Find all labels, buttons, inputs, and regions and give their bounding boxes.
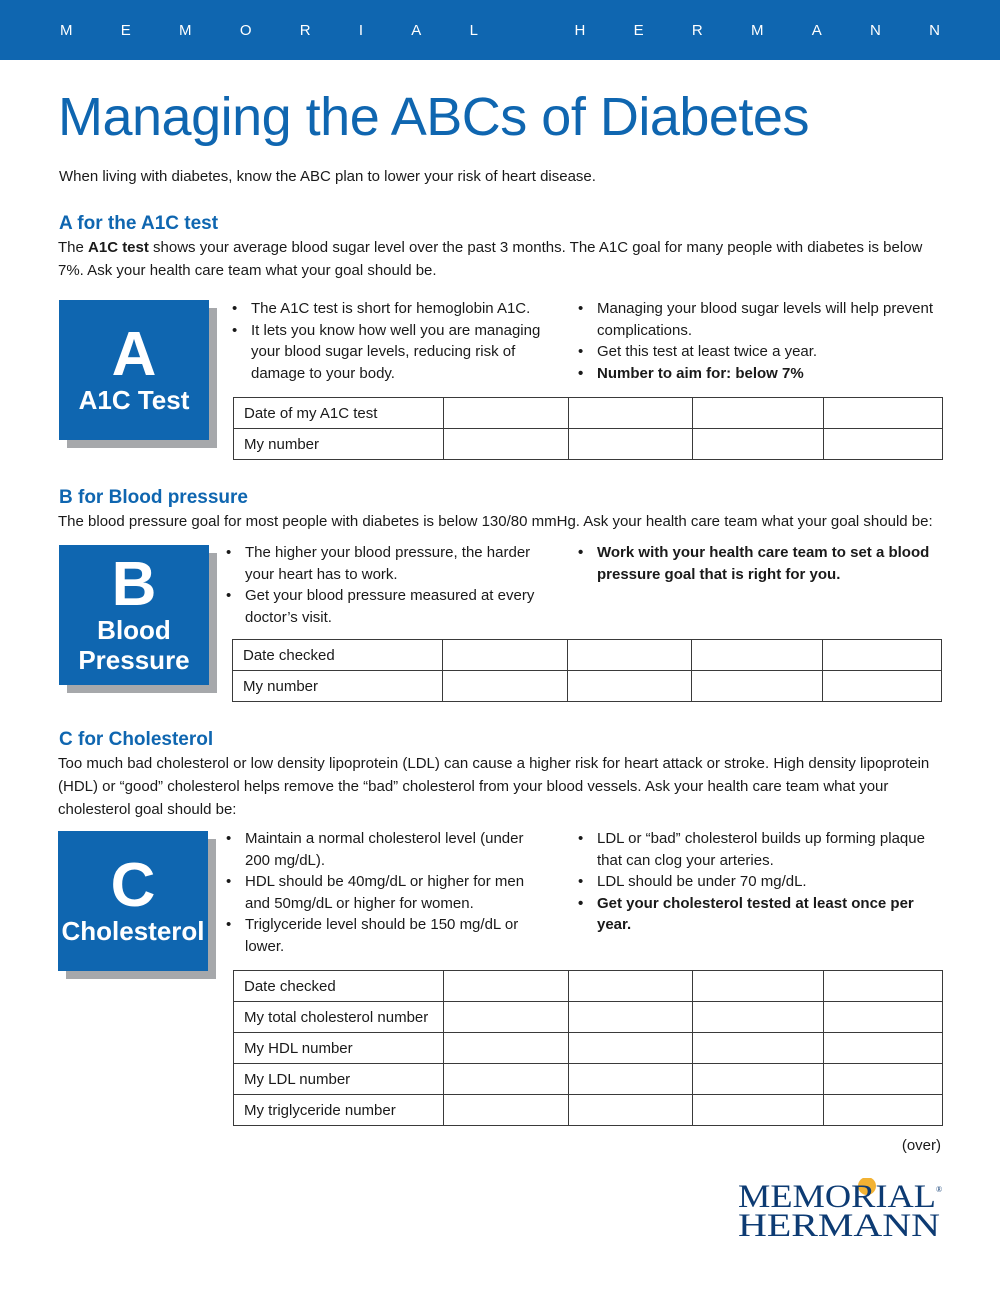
header-letter: E: [633, 22, 644, 39]
section-a-heading: A for the A1C test: [59, 213, 219, 234]
memorial-hermann-logo: [738, 1178, 942, 1238]
row-label: My LDL number: [234, 1064, 444, 1095]
badge-label: Cholesterol: [61, 916, 205, 946]
section-b-left-bullets: [226, 542, 556, 628]
bullet-item: • LDL should be under 70 mg/dL.: [578, 871, 948, 893]
header-letter: R: [691, 22, 703, 39]
logo-line-2: HERMANN: [738, 1208, 941, 1238]
table-row: [234, 429, 943, 460]
section-c-left-bullets: [226, 828, 531, 957]
badge-label: A1C Test: [78, 385, 190, 415]
header-letter: R: [299, 22, 311, 39]
row-label: My number: [234, 429, 444, 460]
entry-cell[interactable]: [444, 429, 569, 460]
row-label: My triglyceride number: [234, 1095, 444, 1126]
bullet-item: • LDL or “bad” cholesterol builds up forming plaque that can clog your arteries.: [578, 828, 948, 871]
bullet-item: • Managing your blood sugar levels will help prevent complications.: [578, 298, 938, 341]
entry-cell[interactable]: [824, 971, 943, 1002]
blood-pressure-log-table: [232, 639, 942, 702]
entry-cell[interactable]: [443, 640, 568, 671]
entry-cell[interactable]: [824, 1002, 943, 1033]
entry-cell[interactable]: [693, 1064, 824, 1095]
table-row: [234, 398, 943, 429]
bullet-item: • HDL should be 40mg/dL or higher for men and 50mg/dL or higher for women.: [226, 871, 531, 914]
entry-cell[interactable]: [824, 429, 943, 460]
section-c-right-bullets: [578, 828, 948, 936]
entry-cell[interactable]: [823, 671, 942, 702]
entry-cell[interactable]: [692, 671, 823, 702]
logo-line-1: MEMORIAL: [738, 1179, 936, 1215]
table-row: [234, 1033, 943, 1064]
header-banner: [0, 0, 1000, 60]
header-letter: M: [750, 22, 764, 39]
a1c-log-table: [233, 397, 943, 460]
section-c-heading: C for Cholesterol: [59, 729, 214, 750]
row-label: My total cholesterol number: [234, 1002, 444, 1033]
header-letter: H: [574, 22, 586, 39]
header-letter: E: [120, 22, 131, 39]
entry-cell[interactable]: [444, 971, 569, 1002]
entry-cell[interactable]: [824, 398, 943, 429]
section-a-left-bullets: [232, 298, 542, 384]
cholesterol-badge: [58, 831, 208, 971]
bullet-item: • Maintain a normal cholesterol level (under 200 mg/dL).: [226, 828, 531, 871]
entry-cell[interactable]: [444, 1002, 569, 1033]
row-label: My HDL number: [234, 1033, 444, 1064]
section-c-description: Too much bad cholesterol or low density lipoprotein (LDL) can cause a higher risk for heart attack or stroke. High density lipoprotein (HDL) or “good” cholesterol helps remove the “bad” cholesterol from your blood vessels. Ask your health care team what your cholesterol goal should be:: [58, 755, 930, 818]
entry-cell[interactable]: [444, 1033, 569, 1064]
table-row: [234, 1002, 943, 1033]
section-a-description: [58, 236, 948, 282]
entry-cell[interactable]: [569, 1064, 693, 1095]
table-row: [234, 1064, 943, 1095]
badge-letter: B: [111, 550, 157, 619]
badge-label: Pressure: [78, 645, 190, 675]
entry-cell[interactable]: [443, 671, 568, 702]
header-letter: N: [929, 22, 940, 39]
row-label: Date checked: [234, 971, 444, 1002]
intro-text: When living with diabetes, know the ABC plan to lower your risk of heart disease.: [59, 168, 596, 185]
row-label: Date checked: [233, 640, 443, 671]
bullet-item: • The A1C test is short for hemoglobin A1C.: [232, 298, 542, 320]
entry-cell[interactable]: [444, 398, 569, 429]
section-b-description: The blood pressure goal for most people with diabetes is below 130/80 mmHg. Ask your health care team what your goal should be:: [58, 513, 933, 530]
header-letter: I: [358, 22, 364, 39]
entry-cell[interactable]: [568, 640, 692, 671]
section-a-right-bullets: [578, 298, 938, 384]
entry-cell[interactable]: [693, 398, 824, 429]
bullet-item: • Get this test at least twice a year.: [578, 341, 938, 363]
entry-cell[interactable]: [444, 1095, 569, 1126]
cholesterol-log-table: [233, 970, 943, 1126]
entry-cell[interactable]: [569, 1033, 693, 1064]
bullet-item: • Get your blood pressure measured at every doctor’s visit.: [226, 585, 556, 628]
header-letter: M: [60, 22, 73, 39]
blood-pressure-badge: [59, 545, 209, 685]
entry-cell[interactable]: [569, 1095, 693, 1126]
entry-cell[interactable]: [824, 1033, 943, 1064]
table-row: [234, 971, 943, 1002]
badge-letter: C: [110, 851, 156, 920]
section-a-desc-text: shows your average blood sugar level over the past 3 months. The A1C goal for many people with diabetes is below 7%. Ask your health care team what your goal should be.: [58, 239, 923, 279]
entry-cell[interactable]: [569, 1002, 693, 1033]
section-a-desc-text: The: [58, 239, 89, 256]
header-letter: A: [811, 22, 822, 39]
entry-cell[interactable]: [569, 429, 693, 460]
header-letter: M: [179, 22, 192, 39]
entry-cell[interactable]: [824, 1064, 943, 1095]
table-row: [233, 640, 942, 671]
row-label: My number: [233, 671, 443, 702]
entry-cell[interactable]: [693, 1033, 824, 1064]
entry-cell[interactable]: [693, 1002, 824, 1033]
over-note: (over): [901, 1137, 941, 1154]
bullet-item: • The higher your blood pressure, the harder your heart has to work.: [226, 542, 556, 585]
entry-cell[interactable]: [444, 1064, 569, 1095]
section-b-heading: B for Blood pressure: [59, 487, 248, 508]
entry-cell[interactable]: [693, 429, 824, 460]
bullet-item: • It lets you know how well you are managing your blood sugar levels, reducing risk of damage to your body.: [232, 320, 542, 385]
logo-registered-mark: ®: [936, 1185, 942, 1194]
table-row: [233, 671, 942, 702]
bullet-item-goal: • Number to aim for: below 7%: [578, 363, 938, 385]
badge-label: Blood: [97, 615, 171, 645]
section-b-right-bullets: [578, 542, 938, 585]
header-letter: N: [870, 22, 881, 39]
entry-cell[interactable]: [569, 398, 693, 429]
page-title: Managing the ABCs of Diabetes: [58, 87, 809, 147]
header-letter: A: [411, 22, 422, 39]
entry-cell[interactable]: [693, 1095, 824, 1126]
bullet-item-goal: • Work with your health care team to set a blood pressure goal that is right for you.: [578, 542, 938, 585]
entry-cell[interactable]: [823, 640, 942, 671]
entry-cell[interactable]: [692, 640, 823, 671]
header-wordmark: [60, 22, 940, 39]
entry-cell[interactable]: [568, 671, 692, 702]
entry-cell[interactable]: [569, 971, 693, 1002]
header-letter: L: [469, 22, 478, 39]
bullet-item-goal: • Get your cholesterol tested at least once per year.: [578, 893, 948, 936]
table-row: [234, 1095, 943, 1126]
a1c-test-badge: [59, 300, 209, 440]
entry-cell[interactable]: [693, 971, 824, 1002]
section-a-desc-bold: A1C test: [88, 239, 149, 256]
row-label: Date of my A1C test: [234, 398, 444, 429]
badge-letter: A: [111, 320, 157, 389]
header-letter: O: [239, 22, 252, 39]
bullet-item: • Triglyceride level should be 150 mg/dL or lower.: [226, 914, 531, 957]
entry-cell[interactable]: [824, 1095, 943, 1126]
